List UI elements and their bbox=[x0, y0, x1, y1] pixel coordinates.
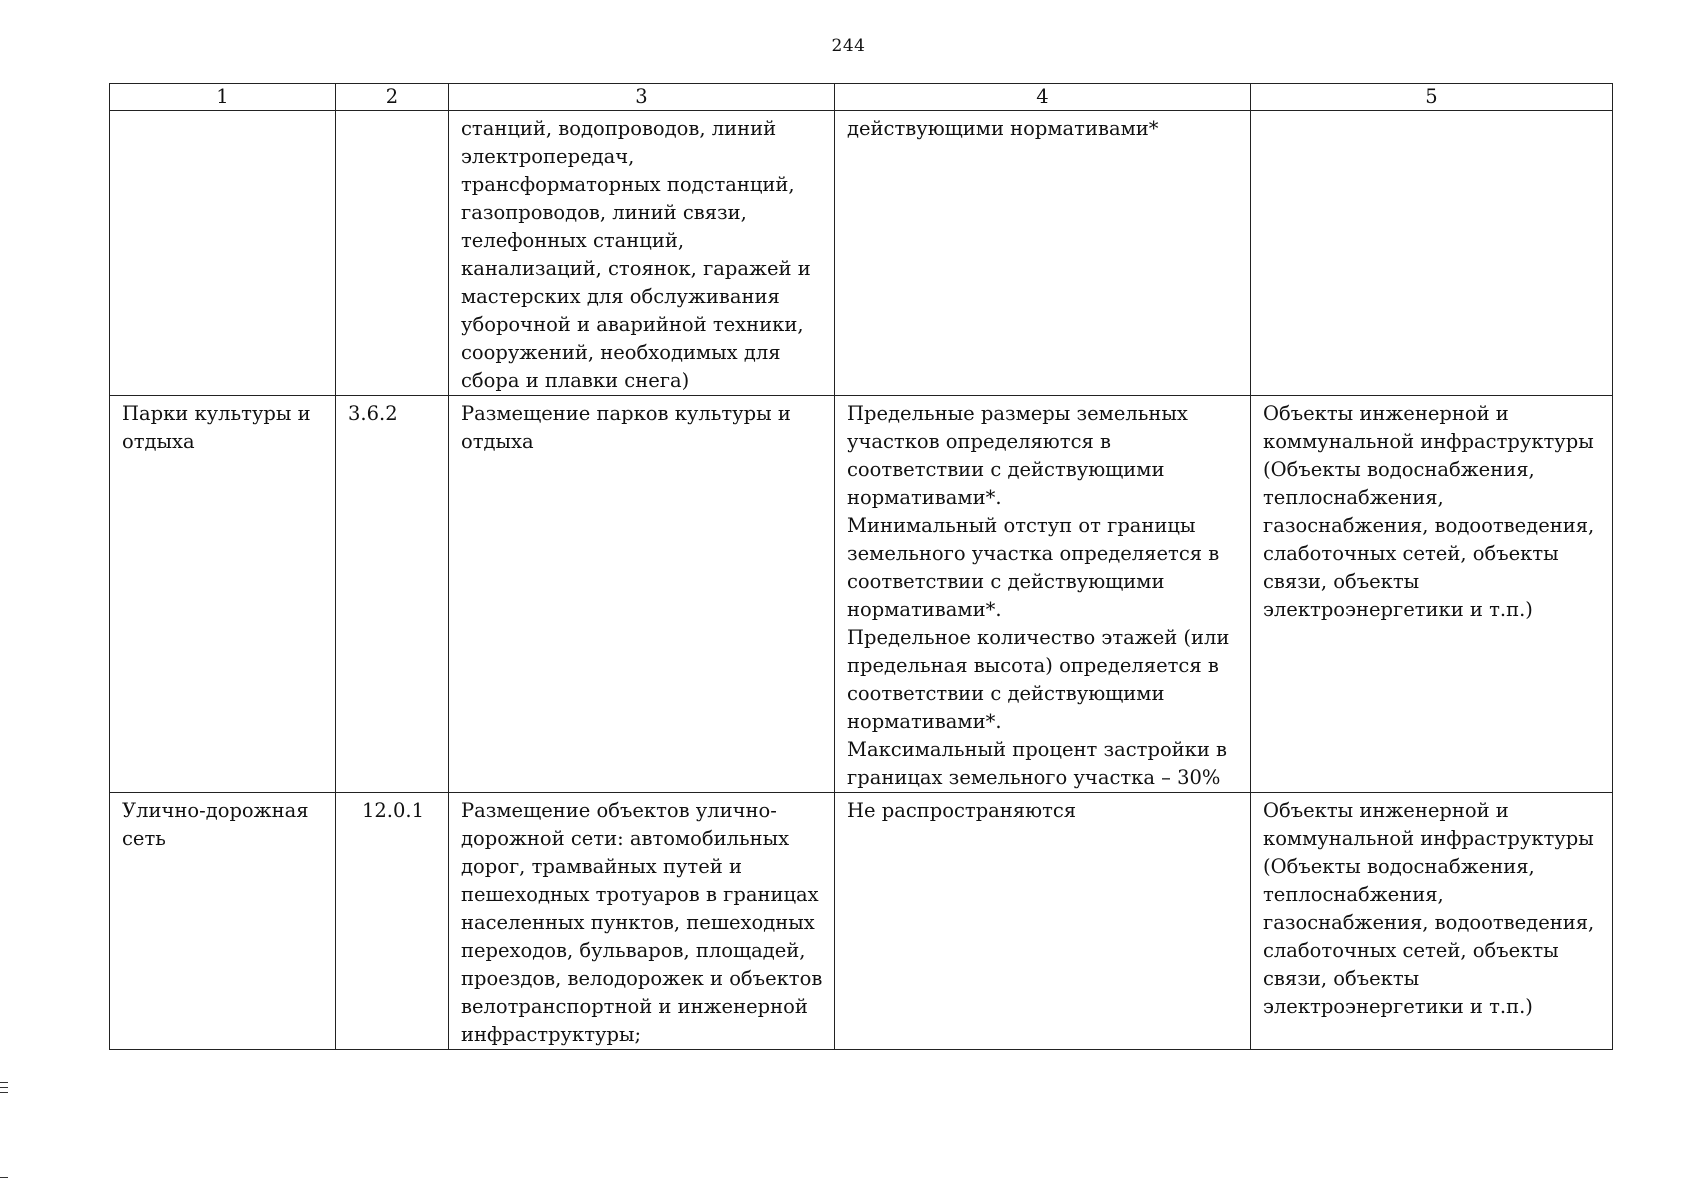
use-code-cell: 3.6.2 bbox=[336, 396, 449, 793]
column-header-3: 3 bbox=[449, 84, 835, 111]
use-description-cell: Размещение парков культуры и отдыха bbox=[449, 396, 835, 793]
use-name-cell bbox=[110, 111, 336, 396]
use-name-cell: Улично-дорожная сеть bbox=[110, 793, 336, 1050]
use-description-cell: станций, водопроводов, линий электропередач, трансформаторных подстанций, газопроводов, линий связи, телефонных станций, канализаций, стоянок, гаражей и мастерских для обслуживания уборочной и аварийной техники, сооружений, необходимых для сбора и плавки снега) bbox=[449, 111, 835, 396]
margin-mark bbox=[0, 1082, 8, 1083]
parameters-cell: Не распространяются bbox=[835, 793, 1251, 1050]
margin-mark bbox=[0, 1177, 8, 1178]
auxiliary-uses-cell: Объекты инженерной и коммунальной инфраструктуры (Объекты водоснабжения, теплоснабжения, газоснабжения, водоотведения, слаботочных сетей, объекты связи, объекты электроэнергетики и т.п.) bbox=[1251, 793, 1613, 1050]
auxiliary-uses-cell: Объекты инженерной и коммунальной инфраструктуры (Объекты водоснабжения, теплоснабжения, газоснабжения, водоотведения, слаботочных сетей, объекты связи, объекты электроэнергетики и т.п.) bbox=[1251, 396, 1613, 793]
page-number: 244 bbox=[831, 36, 866, 56]
margin-mark bbox=[0, 1092, 8, 1093]
column-header-2: 2 bbox=[336, 84, 449, 111]
table-row bbox=[110, 793, 1613, 1050]
auxiliary-uses-cell bbox=[1251, 111, 1613, 396]
use-code-cell bbox=[336, 111, 449, 396]
column-header-1: 1 bbox=[110, 84, 336, 111]
use-code-cell: 12.0.1 bbox=[336, 793, 449, 1050]
use-name-cell: Парки культуры и отдыха bbox=[110, 396, 336, 793]
header-row bbox=[110, 84, 1613, 111]
margin-mark bbox=[0, 1087, 8, 1088]
use-description-cell: Размещение объектов улично- дорожной сети: автомобильных дорог, трамвайных путей и пешеходных тротуаров в границах населенных пунктов, пешеходных переходов, бульваров, площадей, проездов, велодорожек и объектов велотранспортной и инженерной инфраструктуры; bbox=[449, 793, 835, 1050]
table-row bbox=[110, 111, 1613, 396]
zoning-table bbox=[109, 83, 1613, 1050]
table-row bbox=[110, 396, 1613, 793]
parameters-cell: действующими нормативами* bbox=[835, 111, 1251, 396]
parameters-cell: Предельные размеры земельных участков определяются в соответствии с действующими нормативами*. Минимальный отступ от границы земельного участка определяется в соответствии с действующими нормативами*. Предельное количество этажей (или предельная высота) определяется в соответствии с действующими нормативами*. Максимальный процент застройки в границах земельного участка – 30% bbox=[835, 396, 1251, 793]
column-header-5: 5 bbox=[1251, 84, 1613, 111]
column-header-4: 4 bbox=[835, 84, 1251, 111]
